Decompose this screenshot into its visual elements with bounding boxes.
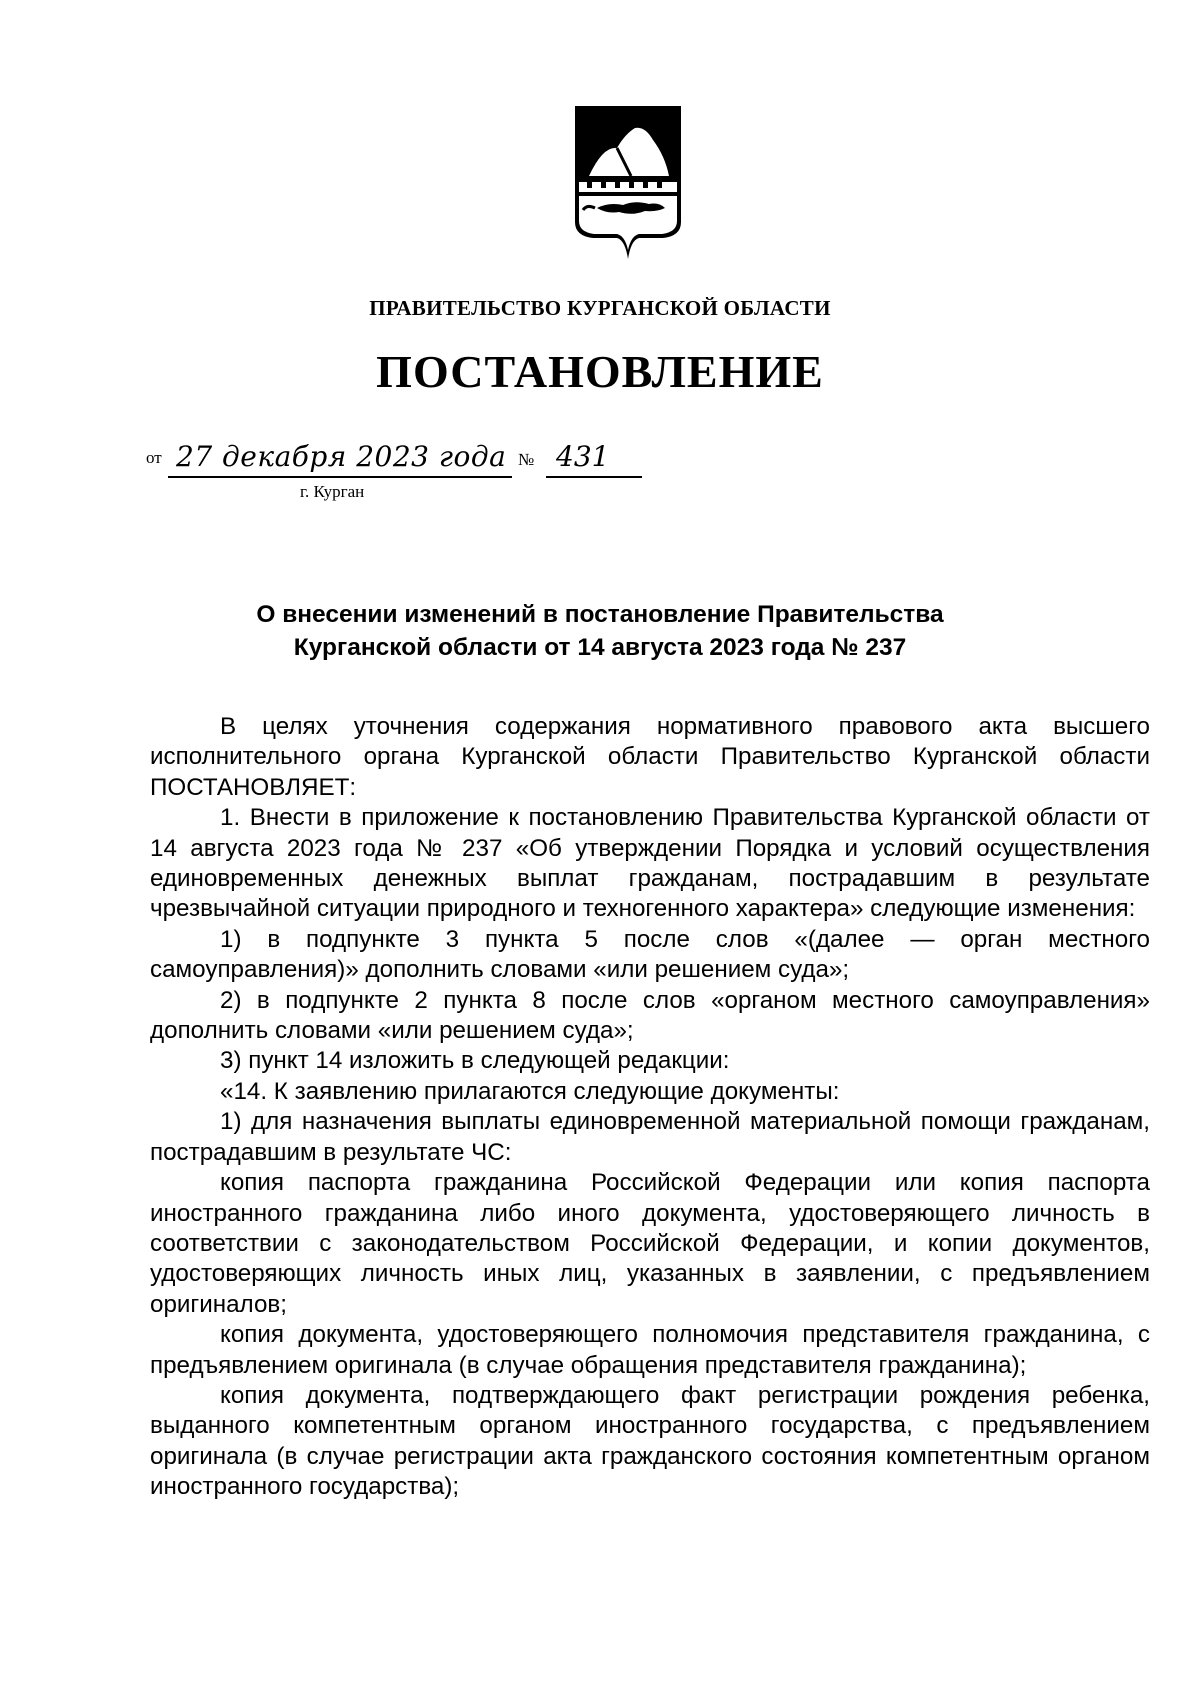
handwritten-date: 27 декабря 2023 года (176, 440, 507, 473)
body-paragraph: В целях уточнения содержания нормативного правового акта высшего исполнительного органа Курганской области Правительство Курганской области ПОСТАНОВЛЯЕТ: (150, 713, 1150, 801)
body-paragraph: 3) пункт 14 изложить в следующей редакции: (220, 1047, 730, 1075)
body-paragraph: копия документа, удостоверяющего полномочия представителя гражданина, с предъявлением оригинала (в случае обращения представителя гражданина); (150, 1321, 1150, 1379)
body-paragraph: копия паспорта гражданина Российской Федерации или копия паспорта иностранного гражданина либо иного документа, удостоверяющего личность в соответствии с законодательством Российской Федерации, и копии документов, удостоверяющих личность иных лиц, указанных в заявлении, с предъявлением оригиналов; (150, 1169, 1150, 1318)
body-paragraph: 1) для назначения выплаты единовременной материальной помощи гражданам, пострадавшим в результате ЧС: (150, 1108, 1150, 1166)
handwritten-number: 431 (556, 440, 610, 473)
date-prefix: от (146, 448, 162, 467)
number-underline (546, 476, 642, 478)
subject-line-1: О внесении изменений в постановление Правительства (256, 601, 944, 628)
number-sign: № (518, 450, 535, 469)
document-subject (150, 598, 1050, 664)
kurgan-coat-of-arms-icon (573, 104, 683, 261)
body-paragraph: 2) в подпункте 2 пункта 8 после слов «органом местного самоуправления» дополнить словами «или решением суда»; (150, 986, 1150, 1045)
government-name: ПРАВИТЕЛЬСТВО КУРГАНСКОЙ ОБЛАСТИ (369, 296, 831, 320)
body-paragraph: «14. К заявлению прилагаются следующие документы: (220, 1077, 840, 1105)
document-body (150, 712, 1150, 1503)
body-paragraph: 1) в подпункте 3 пункта 5 после слов «(далее — орган местного самоуправления)» дополнить словами «или решением суда»; (150, 925, 1150, 984)
body-paragraph: копия документа, подтверждающего факт регистрации рождения ребенка, выданного компетентным органом иностранного государства, с предъявлением оригинала (в случае регистрации акта гражданского состояния компетентным органом иностранного государства); (150, 1381, 1150, 1501)
body-paragraph: 1. Внести в приложение к постановлению Правительства Курганской области от 14 августа 2023 года № 237 «Об утверждении Порядка и условий осуществления единовременных денежных выплат гражданам, пострадавшим в результате чрезвычайной ситуации природного и техногенного характера» следующие изменения: (150, 804, 1150, 923)
document-type-title: ПОСТАНОВЛЕНИЕ (376, 346, 824, 397)
date-underline (168, 476, 512, 478)
subject-line-2: Курганской области от 14 августа 2023 года № 237 (293, 634, 907, 661)
city-label: г. Курган (300, 482, 365, 501)
